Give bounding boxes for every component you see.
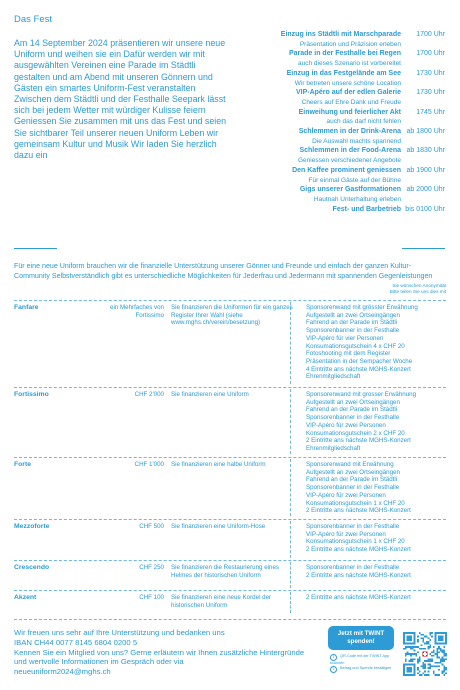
schedule-text xyxy=(296,88,401,107)
tier-price: CHF 2'000 xyxy=(134,391,164,398)
schedule-text xyxy=(299,127,401,146)
schedule-time: 1700 Uhr xyxy=(416,50,445,58)
step-number: 1 xyxy=(330,654,337,661)
tier-benefit: Sponsorenbanner in der Festhalle xyxy=(306,414,400,422)
benefits-rule xyxy=(290,389,291,454)
schedule-title: Einzug ins Städtli mit Marschparade xyxy=(280,31,401,38)
tier-benefit: Ehrenmitgliedschaft xyxy=(306,373,361,381)
tier-benefits xyxy=(306,391,448,453)
schedule-time: 1745 Uhr xyxy=(416,108,445,116)
schedule-item xyxy=(205,69,445,88)
schedule-item xyxy=(205,108,445,127)
tier-benefit: 4 Eintritte ans nächste MGHS-Konzert xyxy=(306,365,411,373)
tier-benefit: VIP-Apéro für vier Personen xyxy=(306,334,384,342)
tier-benefit: Präsentation in der Sempacher Woche xyxy=(306,357,413,365)
schedule-time: ab 1800 Uhr xyxy=(406,128,445,136)
schedule-item xyxy=(205,49,445,68)
tier-name: Fanfare xyxy=(14,304,39,311)
schedule-subtitle: Cheers auf Ehre Dank und Freude xyxy=(301,98,401,106)
schedule-subtitle: Die Auswahl machts spannend xyxy=(312,137,401,145)
schedule-item xyxy=(205,30,445,49)
schedule xyxy=(205,30,445,214)
schedule-subtitle: Wir betreten unsere schöne Location xyxy=(294,79,401,87)
tier-price: CHF 1'000 xyxy=(134,461,164,468)
tier-name: Forte xyxy=(14,461,31,468)
tier-benefit: Konsumationsgutschein 4 x CHF 20 xyxy=(306,342,405,350)
tier-price: CHF 500 xyxy=(139,523,164,530)
schedule-subtitle: Für einmal Gäste auf der Bühne xyxy=(308,176,401,184)
schedule-subtitle: Hautnah Unterhaltung erleben xyxy=(313,195,401,203)
schedule-text xyxy=(289,49,401,68)
divider-left xyxy=(14,248,57,249)
tier-name: Mezzoforte xyxy=(14,523,50,530)
tier-benefit: Fahrend an der Parade im Städtli xyxy=(306,406,398,414)
tier-benefit: 2 Eintritte ans nächste MGHS-Konzert xyxy=(306,507,411,515)
tier-price: CHF 100 xyxy=(139,594,164,601)
tier-benefits xyxy=(306,461,448,515)
schedule-text xyxy=(299,108,401,127)
step-number: 2 xyxy=(330,666,337,673)
schedule-subtitle: auch das darf nicht fehlen xyxy=(326,118,401,126)
tier-benefit: Aufgestellt an zwei Ortseingängen xyxy=(306,468,400,476)
schedule-title: Gigs unserer Gastformationen xyxy=(299,186,401,194)
schedule-subtitle: Geniessen verschiedener Angebote xyxy=(298,157,401,165)
tier-benefit: Sponsorenbanner in der Festhalle xyxy=(306,327,400,335)
schedule-subtitle: auch dieses Szenario ist vorbereitet xyxy=(298,60,401,68)
tier-divider xyxy=(14,590,446,591)
schedule-title: Parade in der Festhalle bei Regen xyxy=(288,50,401,58)
tier-benefits xyxy=(306,523,448,554)
schedule-title: Einweihung und feierlicher Akt xyxy=(298,108,401,116)
tier-benefit: Sponsorenwand mit grösster Erwähnung xyxy=(306,304,418,311)
tier-divider xyxy=(14,387,446,388)
tier-benefit: Aufgestellt an zwei Ortseingängen xyxy=(306,398,400,406)
tier-benefit: Sponsorenwand mit grosser Erwähnung xyxy=(306,391,417,398)
tier-benefit: 2 Eintritte ans nächste MGHS-Konzert xyxy=(306,437,411,445)
thanks-line: Wir freuen uns sehr auf Ihre Unterstützung und bedanken uns xyxy=(14,628,225,637)
tier-description: Sie finanzieren eine neue Kordel der historischen Uniform xyxy=(171,594,272,609)
tier-benefit: Sponsorenbanner in der Festhalle xyxy=(306,523,400,530)
tier-divider xyxy=(14,619,446,620)
tier-benefit: 2 Eintritte ans nächste MGHS-Konzert xyxy=(306,594,411,601)
schedule-text xyxy=(287,69,401,88)
tier-description: Sie finanzieren eine halbe Uniform xyxy=(171,461,266,468)
schedule-title: Den Kaffee prominent geniessen xyxy=(292,166,401,174)
step-text: QR-Code mit der TWINT App scannen xyxy=(330,654,390,665)
anonymity-line: Sie wünschen Anonymität xyxy=(392,283,446,288)
tier-benefit: VIP-Apéro für zwei Personen xyxy=(306,421,386,429)
tier-description: Sie finanzieren eine Uniform-Hose xyxy=(171,523,266,530)
tier-price: CHF 250 xyxy=(139,564,164,571)
tier-benefit: Sponsorenbanner in der Festhalle xyxy=(306,564,400,571)
tier-benefit: Sponsorenbanner in der Festhalle xyxy=(306,484,400,492)
anonymity-note xyxy=(326,283,446,295)
tier-divider xyxy=(14,519,446,520)
schedule-time: 1730 Uhr xyxy=(416,89,445,97)
schedule-title: VIP-Apéro auf der edlen Galerie xyxy=(295,89,401,97)
schedule-item xyxy=(205,205,445,215)
tier-description: Sie finanzieren die Uniformen für ein ganzes Register Ihrer Wahl (siehe www.mghs.ch/verein/besetzung) xyxy=(171,304,293,327)
member-line: Kennen Sie ein Mitglied von uns? Gerne erläutern wir Ihnen zusätzliche Hintergründe und wertvolle Informationen im Gespräch oder via xyxy=(14,647,305,667)
tier-benefit: 2 Eintritte ans nächste MGHS-Konzert xyxy=(306,546,411,554)
footer xyxy=(14,628,309,677)
iban: IBAN CH44 0077 8145 6804 0200 5 xyxy=(14,637,138,647)
twint-badge: Jetzt mit TWINT spenden! xyxy=(328,626,394,650)
tier-description: Sie finanzieren die Restaurierung eines Helmes der historischen Uniform xyxy=(171,564,280,579)
tier-benefits xyxy=(306,564,448,579)
schedule-text xyxy=(298,146,401,165)
schedule-time: bis 0100 Uhr xyxy=(405,205,445,213)
twint-step-2 xyxy=(330,666,391,673)
schedule-text xyxy=(300,185,401,204)
schedule-title: Schlemmen in der Drink-Arena xyxy=(298,128,401,136)
divider-right xyxy=(402,248,445,249)
tier-benefit: Fahrend an der Parade im Städtli xyxy=(306,476,398,484)
tier-divider xyxy=(14,300,446,301)
tier-name: Akzent xyxy=(14,594,37,601)
tier-benefit: VIP-Apéro für zwei Personen xyxy=(306,491,386,499)
tier-benefit: Konsumationsgutschein 1 x CHF 20 xyxy=(306,499,405,507)
schedule-text xyxy=(292,166,401,185)
schedule-item xyxy=(205,146,445,165)
schedule-time: ab 2000 Uhr xyxy=(406,186,445,194)
tier-benefit: VIP-Apéro für zwei Personen xyxy=(306,530,386,538)
schedule-item xyxy=(205,166,445,185)
tier-benefit: Ehrenmitgliedschaft xyxy=(306,444,361,452)
twint-step-1 xyxy=(330,654,394,666)
schedule-item xyxy=(205,127,445,146)
tier-divider xyxy=(14,457,446,458)
support-intro: Für eine neue Uniform brauchen wir die finanzielle Unterstützung unserer Gönner und Freunde und einfach der ganzen Kultur-Community Selbstverständlich gibt es unterschiedliche Möglichkeiten für Jederfrau und Jedermann mit spannenden Gegenleistungen xyxy=(14,262,433,280)
contact-email[interactable]: neueuniform2024@mghs.ch xyxy=(14,667,111,677)
tier-divider xyxy=(14,560,446,561)
tier-benefit: Aufgestellt an zwei Ortseingängen xyxy=(306,311,400,319)
schedule-title: Fest- und Barbetrieb xyxy=(332,205,401,213)
tier-price: ein Mehrfaches von Fortissimo xyxy=(110,304,164,319)
tier-benefit: Fahrend an der Parade im Städtli xyxy=(306,319,398,327)
tier-benefits xyxy=(306,594,448,602)
page-title: Das Fest xyxy=(14,14,53,25)
schedule-text xyxy=(281,30,401,49)
twint-box xyxy=(328,626,394,684)
schedule-title: Schlemmen in der Food-Arena xyxy=(299,147,401,155)
tier-description: Sie finanzieren eine Uniform xyxy=(171,391,249,398)
schedule-item xyxy=(205,88,445,107)
tier-benefits xyxy=(306,304,448,381)
tier-name: Fortissimo xyxy=(14,391,49,398)
schedule-time: 1700 Uhr xyxy=(416,31,445,38)
qr-code[interactable] xyxy=(403,632,447,676)
schedule-item xyxy=(205,185,445,204)
anonymity-line: Bitte teilen Sie uns dies mit xyxy=(389,289,446,294)
schedule-text xyxy=(333,205,401,215)
tier-benefit: Konsumationsgutschein 2 x CHF 20 xyxy=(306,429,405,437)
tier-benefit: 2 Eintritte ans nächste MGHS-Konzert xyxy=(306,571,411,579)
schedule-time: ab 1900 Uhr xyxy=(406,166,445,174)
tier-benefit: Konsumationsgutschein 1 x CHF 20 xyxy=(306,538,405,546)
step-text: Betrag und Spende bestätigen xyxy=(340,666,392,670)
tier-benefit: Sponsorenwand mit Erwähnung xyxy=(306,461,394,468)
schedule-subtitle: Präsentation und Präzision erleben xyxy=(299,40,401,48)
intro-text: Am 14 September 2024 präsentieren wir unsere neue Uniform und weihen sie ein Dafür werden wir mit ausgewählten Vereinen eine Parade im Städtli gestalten und am Abend mit unseren Gönnern und Gästen ein smartes Uniform-Fest veranstalten Zwischen dem Städtli und der Festhalle Seepark lässt sich bei jedem Wetter mit würdiger Kulisse feiern Geniessen Sie zusammen mit uns das Fest und seien Sie sichtbarer Teil unserer neuen Uniform Leben wir gemeinsam Kultur und Musik Wir laden Sie herzlich dazu ein xyxy=(14,38,227,161)
tier-name: Crescendo xyxy=(14,564,50,571)
tier-benefit: Fotoshooting mit dem Register xyxy=(306,350,391,358)
schedule-title: Einzug in das Festgelände am See xyxy=(286,69,401,77)
schedule-time: 1730 Uhr xyxy=(416,69,445,77)
schedule-time: ab 1830 Uhr xyxy=(406,147,445,155)
